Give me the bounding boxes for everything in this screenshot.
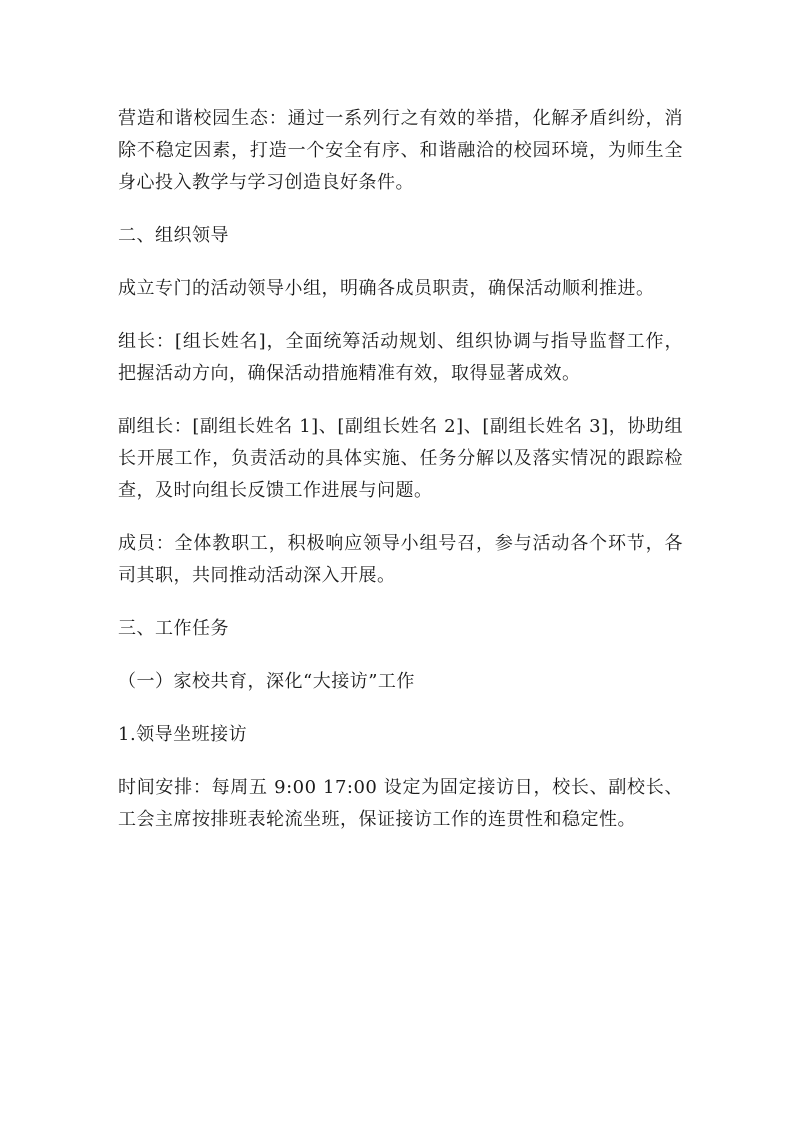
paragraph-group-leader: 组长：[组长姓名]，全面统筹活动规划、组织协调与指导监督工作，把握活动方向，确保活动措施精准有效，取得显著成效。 [118, 331, 683, 384]
item-heading-leader-reception: 1.领导坐班接访 [118, 724, 248, 745]
paragraph-school-ecology: 营造和谐校园生态：通过一系列行之有效的举措，化解矛盾纠纷，消除不稳定因素，打造一个安全有序、和谐融洽的校园环境，为师生全身心投入教学与学习创造良好条件。 [118, 108, 683, 193]
paragraph-deputy-leaders: 副组长：[副组长姓名 1]、[副组长姓名 2]、[副组长姓名 3]，协助组长开展工作，负责活动的具体实施、任务分解以及落实情况的跟踪检查，及时向组长反馈工作进展与问题。 [118, 416, 683, 501]
section-heading-tasks: 三、工作任务 [118, 618, 229, 639]
subsection-heading-home-school: （一）家校共育，深化“大接访”工作 [118, 671, 415, 692]
paragraph-leadership-group: 成立专门的活动领导小组，明确各成员职责，确保活动顺利推进。 [118, 278, 655, 299]
section-heading-organization: 二、组织领导 [118, 225, 229, 246]
paragraph-members: 成员：全体教职工，积极响应领导小组号召，参与活动各个环节，各司其职，共同推动活动深入开展。 [118, 533, 683, 586]
paragraph-schedule: 时间安排：每周五 9:00 17:00 设定为固定接访日，校长、副校长、工会主席按排班表轮流坐班，保证接访工作的连贯性和稳定性。 [118, 777, 683, 830]
document-body [118, 103, 683, 857]
